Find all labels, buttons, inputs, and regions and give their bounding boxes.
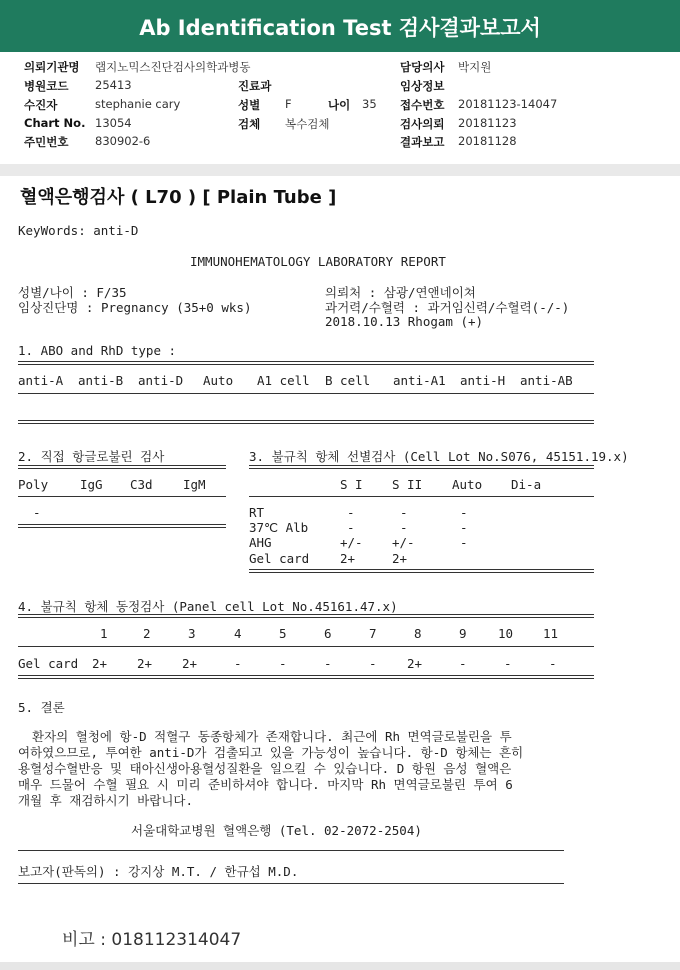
- abo-header-cell: Auto: [203, 373, 234, 388]
- screen-cell: 2+: [392, 551, 408, 566]
- screen-cell: +/-: [392, 535, 415, 550]
- divider: [249, 465, 594, 469]
- bottom-bar: [0, 962, 680, 970]
- sex-age-line: 성별/나이 : F/35: [18, 285, 127, 300]
- header-row: 주민번호: [24, 135, 69, 149]
- divider: [18, 883, 564, 884]
- divider: [18, 646, 594, 647]
- panel-col: 1: [100, 626, 108, 641]
- dat-value: -: [33, 505, 41, 520]
- panel-col: 3: [188, 626, 196, 641]
- requester-line: 의뢰처 : 삼광/연앤네이쳐: [325, 285, 476, 300]
- screen-header-cell: Auto: [452, 477, 483, 492]
- header-row: 의뢰기관명: [24, 60, 80, 74]
- screen-cell: -: [347, 505, 355, 520]
- divider: [18, 850, 564, 851]
- divider: [249, 569, 594, 573]
- specimen-value: 복수검체: [285, 117, 330, 131]
- report-banner: Ab Identification Test 검사결과보고서: [0, 0, 680, 52]
- section-3-title: 3. 불규칙 항체 선별검사 (Cell Lot No.S076, 45151.19.x): [249, 449, 629, 464]
- header-value: 830902-6: [95, 134, 151, 148]
- remark-line: 비고 : 018112314047: [62, 930, 242, 950]
- header-right-label: 담당의사: [400, 60, 445, 74]
- header-right-value: 박지원: [458, 60, 492, 74]
- divider: [18, 393, 594, 394]
- history-line-2: 2018.10.13 Rhogam (+): [325, 314, 484, 329]
- screen-row-label: 37℃ Alb: [249, 520, 309, 535]
- screen-row-label: Gel card: [249, 551, 310, 566]
- divider: [18, 614, 594, 618]
- panel-col: 2: [143, 626, 151, 641]
- screen-cell: 2+: [340, 551, 356, 566]
- screen-header-cell: S I: [340, 477, 363, 492]
- history-line: 과거력/수혈력 : 과거임신력/수혈력(-/-): [325, 300, 570, 315]
- divider: [18, 420, 594, 424]
- reporter-line: 보고자(판독의) : 강지상 M.T. / 한규섭 M.D.: [18, 864, 299, 879]
- divider: [18, 465, 226, 469]
- divider: [18, 675, 594, 679]
- header-separator: [0, 164, 680, 176]
- screen-cell: -: [460, 505, 468, 520]
- screen-cell: +/-: [340, 535, 363, 550]
- header-value: 25413: [95, 78, 132, 92]
- panel-col: 9: [459, 626, 467, 641]
- panel-cell: -: [324, 656, 332, 671]
- section-2-title: 2. 직접 항글로불린 검사: [18, 449, 165, 464]
- screen-cell: -: [347, 520, 355, 535]
- screen-header-cell: S II: [392, 477, 423, 492]
- panel-cell: -: [459, 656, 467, 671]
- header-row: 수진자: [24, 98, 58, 112]
- abo-header-cell: anti-A: [18, 373, 64, 388]
- panel-cell: 2+: [407, 656, 423, 671]
- dept-label: 진료과: [238, 79, 272, 93]
- header-right-label: 결과보고: [400, 135, 445, 149]
- hospital-line: 서울대학교병원 혈액은행 (Tel. 02-2072-2504): [131, 823, 422, 838]
- age-value: 35: [362, 97, 377, 111]
- dat-header-cell: IgM: [183, 477, 206, 492]
- conclusion-line: 환자의 혈청에 항-D 적혈구 동종항체가 존재합니다. 최근에 Rh 면역글로불린을 투: [32, 729, 512, 744]
- conclusion-line: 여하였으므로, 투여한 anti-D가 검출되고 있을 가능성이 높습니다. 항-D 항체는 흔히: [18, 745, 524, 760]
- divider: [18, 496, 226, 497]
- dat-header-cell: IgG: [80, 477, 103, 492]
- sex-label: 성별: [238, 98, 261, 112]
- panel-col: 4: [234, 626, 242, 641]
- abo-header-cell: anti-AB: [520, 373, 573, 388]
- panel-col: 6: [324, 626, 332, 641]
- header-value: stephanie cary: [95, 97, 181, 111]
- divider: [249, 496, 594, 497]
- section-1-title: 1. ABO and RhD type :: [18, 343, 177, 358]
- header-right-label: 검사의뢰: [400, 117, 445, 131]
- lab-report-title: IMMUNOHEMATOLOGY LABORATORY REPORT: [190, 254, 446, 269]
- panel-cell: -: [234, 656, 242, 671]
- section-5-title: 5. 결론: [18, 700, 65, 715]
- header-value: 랩지노믹스진단검사의학과병동: [95, 60, 251, 74]
- panel-col: 10: [498, 626, 514, 641]
- header-right-value: 20181128: [458, 134, 517, 148]
- screen-cell: -: [400, 505, 408, 520]
- panel-cell: -: [504, 656, 512, 671]
- header-right-label: 접수번호: [400, 98, 445, 112]
- panel-cell: -: [369, 656, 377, 671]
- panel-cell: -: [549, 656, 557, 671]
- divider: [18, 524, 226, 528]
- panel-col: 7: [369, 626, 377, 641]
- conclusion-line: 개월 후 재검하시기 바랍니다.: [18, 793, 194, 808]
- screen-row-label: RT: [249, 505, 265, 520]
- age-label: 나이: [328, 98, 351, 112]
- panel-col: 11: [543, 626, 559, 641]
- header-right-value: 20181123: [458, 116, 517, 130]
- screen-cell: -: [460, 535, 468, 550]
- diagnosis-line: 임상진단명 : Pregnancy (35+0 wks): [18, 300, 252, 315]
- header-right-value: 20181123-14047: [458, 97, 558, 111]
- screen-header-cell: Di-a: [511, 477, 542, 492]
- abo-header-cell: B cell: [325, 373, 371, 388]
- specimen-label: 검체: [238, 117, 261, 131]
- header-row: Chart No.: [24, 116, 86, 130]
- header-value: 13054: [95, 116, 132, 130]
- abo-header-cell: anti-D: [138, 373, 184, 388]
- abo-header-cell: anti-B: [78, 373, 124, 388]
- conclusion-line: 용혈성수혈반응 및 태아신생아용혈성질환을 일으킬 수 있습니다. D 항원 음성 혈액은: [18, 761, 512, 776]
- abo-header-cell: anti-H: [460, 373, 506, 388]
- panel-cell: -: [279, 656, 287, 671]
- header-row: 병원코드: [24, 79, 69, 93]
- section-4-title: 4. 불규칙 항체 동정검사 (Panel cell Lot No.45161.47.x): [18, 599, 398, 614]
- screen-row-label: AHG: [249, 535, 272, 550]
- abo-header-cell: A1 cell: [257, 373, 310, 388]
- divider: [18, 361, 594, 365]
- abo-header-cell: anti-A1: [393, 373, 446, 388]
- dat-header-cell: Poly: [18, 477, 49, 492]
- panel-cell: 2+: [137, 656, 153, 671]
- panel-col: 8: [414, 626, 422, 641]
- panel-row-label: Gel card: [18, 656, 79, 671]
- screen-cell: -: [460, 520, 468, 535]
- panel-col: 5: [279, 626, 287, 641]
- panel-cell: 2+: [182, 656, 198, 671]
- dat-header-cell: C3d: [130, 477, 153, 492]
- keywords: KeyWords: anti-D: [18, 223, 139, 238]
- conclusion-line: 매우 드물어 수혈 필요 시 미리 준비하셔야 합니다. 마지막 Rh 면역글로불린 투여 6: [18, 777, 513, 792]
- screen-cell: -: [400, 520, 408, 535]
- panel-cell: 2+: [92, 656, 108, 671]
- report-title: 혈액은행검사 ( L70 ) [ Plain Tube ]: [20, 187, 337, 208]
- sex-value: F: [285, 97, 292, 111]
- header-right-label: 임상정보: [400, 79, 445, 93]
